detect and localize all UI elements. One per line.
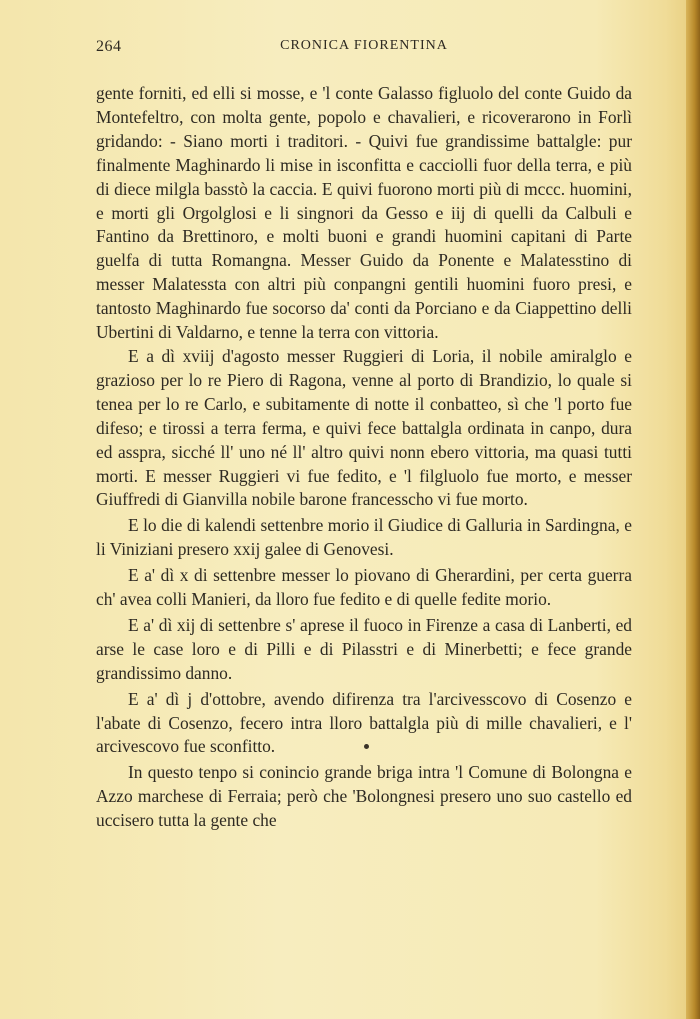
book-page: [96, 34, 632, 833]
paragraph-4: E a' dì x di settenbre messer lo piovano di Gherardini, per certa guerra ch' avea colli Manieri, da lloro fue fedito e di quelle fedite morio.: [96, 565, 632, 610]
paragraph-3: E lo die di kalendi settenbre morio il Giudice di Galluria in Sardingna, e li Viniziani presero xxij galee di Genovesi.: [96, 515, 632, 560]
paragraph-6: E a' dì j d'ottobre, avendo difirenza tra l'arcivesscovo di Cosenzo e l'abate di Cosenzo, fecero intra lloro battalgla più di mille chavalieri, e l' arcivescovo fue sconfitto.: [96, 688, 632, 757]
ink-speck: [364, 744, 369, 749]
running-head: [96, 34, 632, 60]
paragraph-2: E a dì xviij d'agosto messer Ruggieri di Loria, il nobile amiralglo e grazioso per lo re Piero di Ragona, venne al porto di Brandizio, lo quale si tenea per lo re Carlo, e subitamente di notte il conbatteo, sì che 'l porto fue difeso; e tirossi a terra ferma, e quivi fece battalgla ordinata in canpo, dura ed asspra, sicché ll' uno né ll' altro quivi nonn ebero vittoria, ma quasi tutti morti. E messer Ruggieri vi fue fedito, e 'l filgluolo fue morto, e messer Giuffredi di Gianvilla nobile barone francesscho vi fue morto.: [96, 345, 632, 510]
paragraph-1: gente forniti, ed elli si mosse, e 'l conte Galasso figluolo del conte Guido da Montefeltro, con molta gente, popolo e chavalieri, e ricoverarono in Forlì gridando: - Siano morti i traditori. - Quivi fue grandissime battalgle: pur finalmente Maghinardo li mise in isconfitta e cacciolli fuor della terra, e più di diece milgla basstò la caccia. E quivi fuorono morti più di mccc. huomini, e morti gli Orgolglosi e li singnori da Gesso e iij di quelli da Calbuli e Fantino da Brettinoro, e molti buoni e grandi huomini capitani di Parte guelfa di tutta Romangna. Messer Guido da Ponente e Malatesstino di messer Malatessta con altri più conpangni gentili huomini fuoro presi, e tantosto Maghinardo fue socorso da' conti da Porciano e da Ciappettino delli Ubertini di Valdarno, e tenne la terra con vittoria.: [96, 83, 632, 343]
paragraph-5: E a' dì xij di settenbre s' aprese il fuoco in Firenze a casa di Lanberti, ed arse le case loro e di Pilli e di Pilasstri e di Minerbetti; e fece grande grandissimo danno.: [96, 614, 632, 683]
paragraph-7: In questo tenpo si conincio grande briga intra 'l Comune di Bolongna e Azzo marchese di Ferraia; però che 'Bolongnesi presero uno suo castello ed uccisero tutta la gente che: [96, 762, 632, 831]
page-number: 264: [96, 38, 122, 55]
running-title: CRONICA FIORENTINA: [280, 38, 448, 53]
page-edge: [686, 0, 700, 1019]
body-text: [96, 82, 632, 833]
